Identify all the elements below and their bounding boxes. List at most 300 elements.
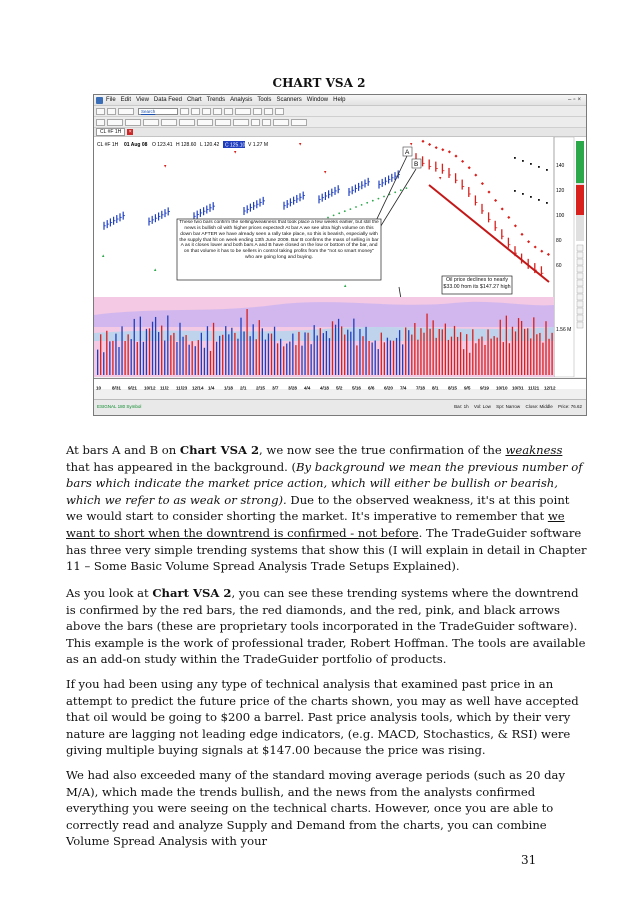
x-tick-label: 4/4 [304,385,311,391]
volume-bar [198,340,199,375]
volume-bar [304,332,305,375]
tool-button[interactable] [191,108,200,115]
volume-bar [466,334,467,375]
status-bar [94,399,586,415]
bar-a-label: A [405,149,410,156]
volume-bar [368,341,369,375]
volume-bar [344,335,345,375]
chart-area[interactable] [94,137,586,377]
x-tick-label: 12/14 [192,385,204,391]
p1-text: Due to the observed weakness, it's at this point we would start to consider shorting the market. It's imperative to remember that [66,492,570,524]
scale-tool-button[interactable] [577,259,583,265]
volume-bar [192,341,193,375]
tool-button[interactable] [143,119,159,126]
x-tick-label: 11/21 [528,385,540,391]
tab-chart[interactable]: CL #F 1H [96,128,125,136]
volume-bar [384,342,385,375]
paragraph-1 [66,442,588,575]
tool-button[interactable] [125,119,141,126]
tool-button[interactable] [224,108,233,115]
app-icon [96,97,103,104]
volume-bar [213,323,214,375]
support-dot [333,215,335,217]
volume-bar [341,326,342,375]
support-dot [338,212,340,214]
volume-bar [393,341,394,375]
x-tick-label: 3/7 [272,385,279,391]
volume-bar [170,335,171,375]
volume-bar [146,329,147,375]
volume-bar [277,343,278,375]
volume-bar [222,335,223,375]
black-diamond-marker [546,169,548,171]
black-diamond-marker [530,196,532,198]
chart-tab-bar [94,128,586,137]
volume-bar [155,317,156,375]
volume-bar [545,321,546,375]
support-dot [361,204,363,206]
x-tick-label: 8/31 [112,385,121,391]
volume-bar [353,319,354,375]
x-tick-label: 4/18 [320,385,329,391]
volume-bar [262,328,263,375]
volume-bar [106,331,107,375]
volume-bar [439,329,440,375]
volume-bar [332,321,333,375]
p2-text: As you look at [66,586,153,600]
volume-bar [301,346,302,375]
volume-bar [317,335,318,375]
x-tick-label: 10/12 [144,385,156,391]
x-tick-label: 10/10 [496,385,508,391]
scale-tool-button[interactable] [577,301,583,307]
volume-bar [524,329,525,375]
volume-bar [298,332,299,375]
tool-button[interactable] [275,108,284,115]
volume-bar [216,342,217,375]
open-label: O 123.41 [152,142,173,148]
status-volume: Vol: Low [473,404,491,409]
x-tick-label: 5/16 [352,385,361,391]
support-dot [355,206,357,208]
x-tick-label: 11/2 [160,385,169,391]
volume-bar [311,344,312,375]
side-buttons[interactable] [577,245,583,328]
paragraph-3: If you had been using any type of technical analysis that examined past price in an attempt to predict the future price of the charts shown, you may as well have accepted that oil would be going to $200 a barrel. Past price analysis tools, which by their very nature are lagging not leading edge indicators, (e.g. MACD, Stochastics, & RSI) were giving multiple buying signals at $147.00 because the price was rising. [66,677,579,758]
volume-bar [292,334,293,375]
x-tick-label: 7/4 [400,385,407,391]
volume-bar [161,326,162,375]
volume-bar [463,349,464,375]
volume-bar [189,345,190,375]
tool-button[interactable] [291,119,307,126]
volume-bar [347,330,348,375]
scale-tool-button[interactable] [577,245,583,251]
volume-bar [268,333,269,375]
volume-bar [152,322,153,375]
scale-tool-button[interactable] [577,266,583,272]
menu-window[interactable]: Window [306,97,329,103]
x-tick-label: 9/21 [128,385,137,391]
volume-bar [411,335,412,375]
annotation-left [179,220,379,280]
scale-tool-button[interactable] [577,287,583,293]
p1-underline: weakness [505,443,563,457]
volume-bar [472,329,473,375]
volume-bar [246,309,247,375]
volume-bar [408,330,409,375]
volume-bar [204,348,205,375]
volume-bar [179,323,180,375]
volume-bar [356,345,357,375]
volume-bar [372,343,373,375]
date-label: 01 Aug 08 [124,142,148,148]
price-tick-100: 100 [556,213,565,219]
paragraph-2 [66,585,588,668]
x-tick-label: 5/2 [336,385,343,391]
volume-bar [390,340,391,375]
volume-bar [503,342,504,375]
volume-bar [283,346,284,375]
tool-button[interactable] [197,119,213,126]
window-controls-icon[interactable]: –▫× [568,97,583,103]
black-diamond-marker [522,193,524,195]
indicator-red [576,185,584,215]
x-tick-label: 12/12 [544,385,556,391]
support-dot [406,187,408,189]
volume-bar [124,341,125,375]
price-tick-60: 60 [556,263,562,269]
volume-bar [387,338,388,375]
volume-bar [490,339,491,375]
black-diamond-marker [514,190,516,192]
volume-bar [378,349,379,375]
volume-bar [527,328,528,375]
volume-bar [494,336,495,375]
x-axis [94,378,586,389]
volume-bar [115,334,116,375]
volume-bar [423,333,424,375]
volume-bar [402,344,403,375]
price-chart[interactable] [94,137,586,377]
x-tick-label: 2/1 [240,385,247,391]
scale-tool-button[interactable] [577,322,583,328]
volume-bar [533,317,534,375]
menu-view[interactable]: View [136,97,149,103]
volume-bar [548,339,549,375]
x-tick-label: 8/15 [448,385,457,391]
p1-text: At bars A and B on [66,443,180,457]
volume-bar [509,343,510,375]
volume-bar [185,335,186,375]
volume-bar [314,325,315,375]
volume-bar [429,329,430,375]
page-number: 31 [521,853,537,867]
annotation-right-text: Oil price declines to nearly $33.00 from its $147.27 high [443,277,511,290]
black-diamond-marker [530,163,532,165]
close-icon[interactable]: × [128,129,132,135]
symbol-label: CL #F 1H [97,142,119,148]
volume-bar [112,341,113,375]
volume-bar [182,337,183,375]
tool-button[interactable] [202,108,211,115]
volume-bar [164,340,165,375]
trading-software-screenshot [93,94,587,416]
volume-bar [515,331,516,375]
tool-button[interactable] [253,108,262,115]
volume-bar [542,343,543,375]
volume-bar [134,319,135,375]
x-tick-label: 3/28 [288,385,297,391]
volume-bar [420,328,421,375]
black-diamond-marker [522,160,524,162]
volume-bar [442,329,443,375]
volume-bar [274,327,275,375]
support-dot [350,208,352,210]
volume-bar [475,343,476,375]
status-price: Price: 76.62 [557,404,582,409]
volume-bar [231,328,232,375]
volume-bar [436,338,437,375]
volume-bar [256,339,257,375]
volume-bar [143,342,144,375]
support-dot [383,196,385,198]
menu-help[interactable]: Help [333,97,346,103]
x-label-group [96,386,556,391]
volume-bar [481,337,482,375]
indicator-green [576,141,584,183]
x-tick-label: 7/18 [416,385,425,391]
support-dot [344,210,346,212]
volume-bar [131,339,132,375]
volume-label: V 1.27 M [248,142,269,148]
volume-bar [433,320,434,375]
volume-bar [530,338,531,375]
x-tick-label: 10 [96,385,102,391]
volume-bar [426,314,427,375]
scale-tool-button[interactable] [577,252,583,258]
volume-bar [335,325,336,375]
tool-button[interactable] [273,119,289,126]
scale-tool-button[interactable] [577,315,583,321]
volume-bar [243,331,244,375]
tool-button[interactable] [96,119,105,126]
volume-bar [210,351,211,375]
volume-bar [323,333,324,375]
volume-bar [295,345,296,375]
volume-bar [307,333,308,375]
volume-bar [362,336,363,375]
x-tick-label: 10/31 [512,385,524,391]
volume-bar [500,320,501,375]
black-diamond-marker [538,166,540,168]
volume-bar [375,341,376,375]
x-tick-label: 8/1 [432,385,439,391]
toolbar-studies [94,117,586,128]
x-tick-label: 2/15 [256,385,265,391]
support-dot [378,198,380,200]
volume-bar [237,339,238,375]
support-dot [400,189,402,191]
price-tick-140: 140 [556,163,565,169]
menu-data-feed[interactable]: Data Feed [153,97,182,103]
volume-bar [121,326,122,375]
scale-tool-button[interactable] [577,308,583,314]
volume-bar [396,338,397,375]
menu-edit[interactable]: Edit [120,97,132,103]
paragraph-4: We had also exceeded many of the standard moving average periods (such as 20 day M/A), which made the trends bullish, and the news from the analysts confirmed everything you were seeing on the technical charts. However, once you are able to correctly read and analyze Supply and Demand from the charts, you can combine Volume Spread Analysis with your [66,768,566,849]
black-diamond-marker [546,202,548,204]
scale-tool-button[interactable] [577,273,583,279]
volume-bar [240,318,241,375]
black-diamond-marker [514,157,516,159]
menu-trends[interactable]: Trends [206,97,226,103]
volume-bar [320,328,321,375]
low-label: L 120.42 [200,142,220,148]
status-close: Close: Middle [525,404,553,409]
tool-button[interactable] [96,108,105,115]
volume-bar [512,327,513,375]
x-tick-label: 11/23 [176,385,188,391]
menu-chart[interactable]: Chart [186,97,202,103]
volume-bar [158,332,159,375]
scale-tool-button[interactable] [577,280,583,286]
x-tick-label: 1/18 [224,385,233,391]
price-scale [554,137,574,377]
menu-tools[interactable]: Tools [257,97,272,103]
volume-bar [118,347,119,375]
volume-bar [329,338,330,375]
volume-bar [140,317,141,375]
close-label: C 125.10 [225,142,246,149]
volume-bar [176,342,177,375]
p1-underline: we want to short when the downtrend is confirmed - not before [66,509,565,540]
volume-bar [484,345,485,375]
tool-button[interactable] [107,108,116,115]
volume-bar [521,321,522,375]
volume-bar [103,352,104,375]
tool-button[interactable] [107,119,123,126]
volume-bar [506,316,507,375]
volume-bar [454,326,455,375]
support-dot [327,217,329,219]
volume-bar [381,333,382,375]
volume-bar [265,340,266,375]
volume-bar [460,332,461,375]
x-tick-label: 6/6 [368,385,375,391]
menu-file[interactable]: File [106,97,116,103]
volume-bar [128,334,129,375]
price-tick-80: 80 [556,238,562,244]
volume-bar [280,339,281,375]
volume-tick: 1.56 M [556,327,572,333]
volume-bar [417,340,418,375]
volume-bar [451,337,452,375]
volume-bar [271,334,272,375]
volume-bar [234,333,235,375]
status-bar-type: Bar: 1h [454,404,469,409]
tool-button[interactable] [179,119,195,126]
tool-button[interactable] [213,108,222,115]
volume-bar [286,344,287,375]
volume-bar [253,324,254,375]
tool-button[interactable] [262,119,271,126]
tool-button[interactable] [233,119,249,126]
volume-bar [445,324,446,375]
volume-bar [457,337,458,375]
p1-bold: Chart VSA 2 [179,443,260,457]
status-right [450,404,582,409]
volume-bar [173,333,174,375]
chart-heading: CHART VSA 2 [272,76,366,90]
volume-bar [414,323,415,375]
volume-bar [97,350,98,375]
volume-bar [201,333,202,375]
annotation-right [443,277,511,294]
tool-button[interactable] [215,119,231,126]
volume-bar [289,342,290,375]
volume-bar [225,326,226,375]
volume-bar [109,341,110,375]
x-tick-label: 9/19 [480,385,489,391]
p1-text: , we now see the true confirmation of the [259,443,506,457]
menu-scanners[interactable]: Scanners [276,97,302,103]
tool-button[interactable] [118,108,134,115]
tool-button[interactable] [264,108,273,115]
volume-bar [326,331,327,375]
volume-bar [539,333,540,375]
volume-bar [350,332,351,375]
volume-bar [228,334,229,375]
scale-tool-button[interactable] [577,294,583,300]
volume-bar [149,328,150,375]
volume-bar [536,334,537,375]
tool-button[interactable] [180,108,189,115]
volume-bar [100,334,101,375]
tool-button[interactable] [161,119,177,126]
volume-bar [399,330,400,375]
volume-bar [250,336,251,375]
volume-bar [167,315,168,375]
high-label: H 128.60 [176,142,197,148]
x-tick-label: 6/20 [384,385,393,391]
volume-bar [259,320,260,375]
toolbar-main [94,106,586,117]
volume-bar [551,333,552,375]
x-axis-labels [94,382,586,392]
p1-italic: By background we mean the previous number of bars which indicate the market price action, which will either be bullish or bearish, which we refer to as weak or strong). [66,459,583,507]
volume-bar [518,318,519,375]
tool-button[interactable] [235,108,251,115]
price-tick-120: 120 [556,188,565,194]
menu-bar [94,95,586,106]
volume-bar [487,329,488,375]
x-tick-label: 9/5 [464,385,471,391]
volume-bar [497,338,498,375]
annotation-left-text: These two bars confirm the selling/weakness that took place a few weeks earlier, but still the news is bullish oil with higher prices expected! At bar A we see ultra high volume on this down bar AFTER we have already seen a rally take place, so this is bearish, especially with the supply that hit on week ending 13th June 2009. Bar B confirms the mass of selling in bar A as it closes lower and both bars A and B have closed on the low or bottom of the bar, and on that volume it has to be sellers in control taking profits from the "not so smart money" who are going long and buying. [179,220,379,261]
volume-bar [365,327,366,375]
p2-bold: Chart VSA 2 [152,586,232,600]
search-link[interactable]: Search [138,108,178,115]
status-left: ESIGNAL 180 Symbol [97,404,142,409]
volume-bar [405,327,406,375]
volume-bar [469,353,470,375]
menu-analysis[interactable]: Analysis [230,97,253,103]
volume-bar [137,342,138,375]
tool-button[interactable] [251,119,260,126]
support-dot [394,191,396,193]
volume-bar [219,336,220,375]
